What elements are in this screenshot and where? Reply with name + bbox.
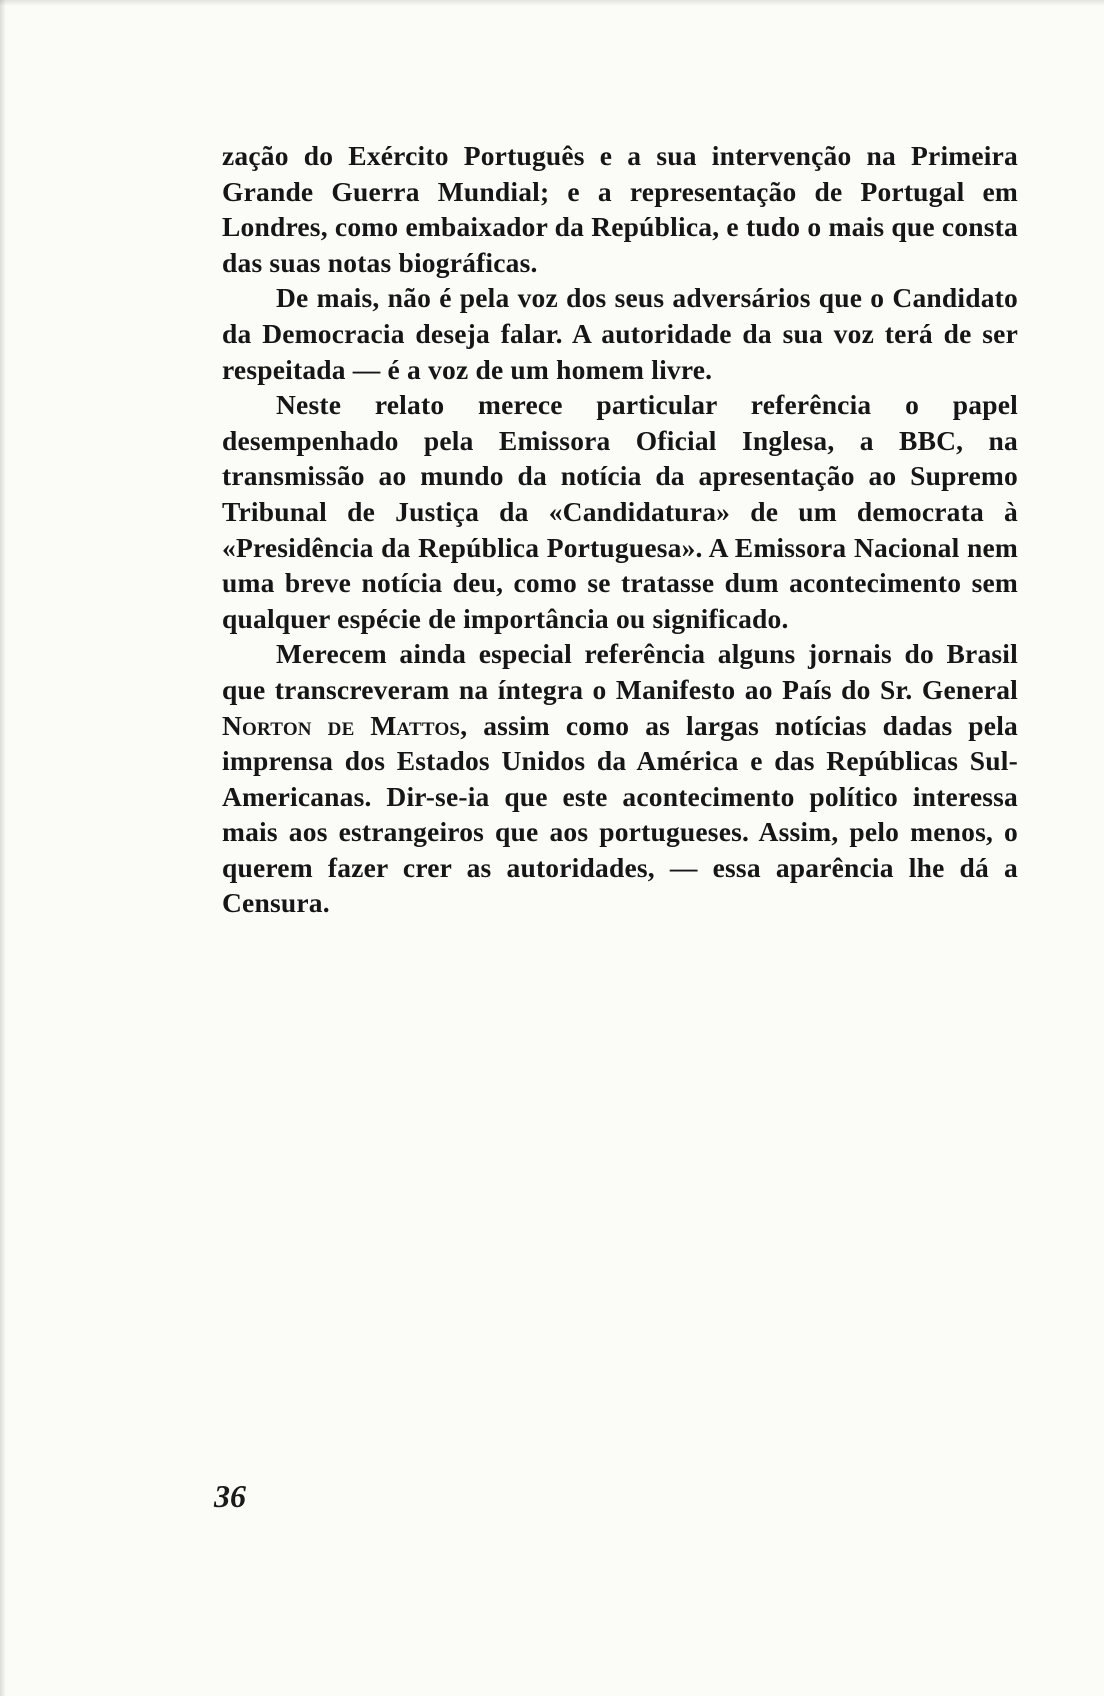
paragraph-3-text: Neste relato merece particular referência o papel desempenhado pela Emissora Oficial Inglesa, a BBC, na transmissão ao mundo da notícia da apresentação ao Supremo Tribunal de Justiça da «Candidatura» de um democrata à «Presidência da República Portuguesa». A Emissora Nacional nem uma breve notícia deu, como se tratasse dum acontecimento sem qualquer espécie de importância ou significado.: [222, 389, 1018, 634]
paragraph-1-text: zação do Exército Português e a sua intervenção na Primeira Grande Guerra Mundial; e a representação de Portugal em Londres, como embaixador da República, e tudo o mais que consta das suas notas biográficas.: [222, 140, 1018, 278]
paragraph-4-text-end: , assim como as largas notícias dadas pela imprensa dos Estados Unidos da América e das Repúblicas Sul-Americanas. Dir-se-ia que este acontecimento político interessa mais aos estrangeiros que aos portugueses. Assim, pelo menos, o querem fazer crer as autoridades, — essa aparência lhe dá a Censura.: [222, 709, 1018, 919]
page-number: 36: [214, 1478, 246, 1514]
paragraph-3: [222, 387, 1018, 636]
scan-edge-top: [0, 0, 1104, 6]
body-text: [222, 138, 1018, 921]
paragraph-1: [222, 138, 1018, 280]
paragraph-2: [222, 280, 1018, 387]
scan-edge-left: [0, 0, 6, 1696]
paragraph-2-text: De mais, não é pela voz dos seus adversários que o Candidato da Democracia deseja falar. A autoridade da sua voz terá de ser respeitada — é a voz de um homem livre.: [222, 282, 1018, 385]
paragraph-4-text-start: Merecem ainda especial referência alguns jornais do Brasil que transcreveram na íntegra o Manifesto ao País do Sr. General: [222, 638, 1018, 705]
paragraph-4: [222, 636, 1018, 921]
general-name: Norton de Mattos: [222, 709, 461, 741]
